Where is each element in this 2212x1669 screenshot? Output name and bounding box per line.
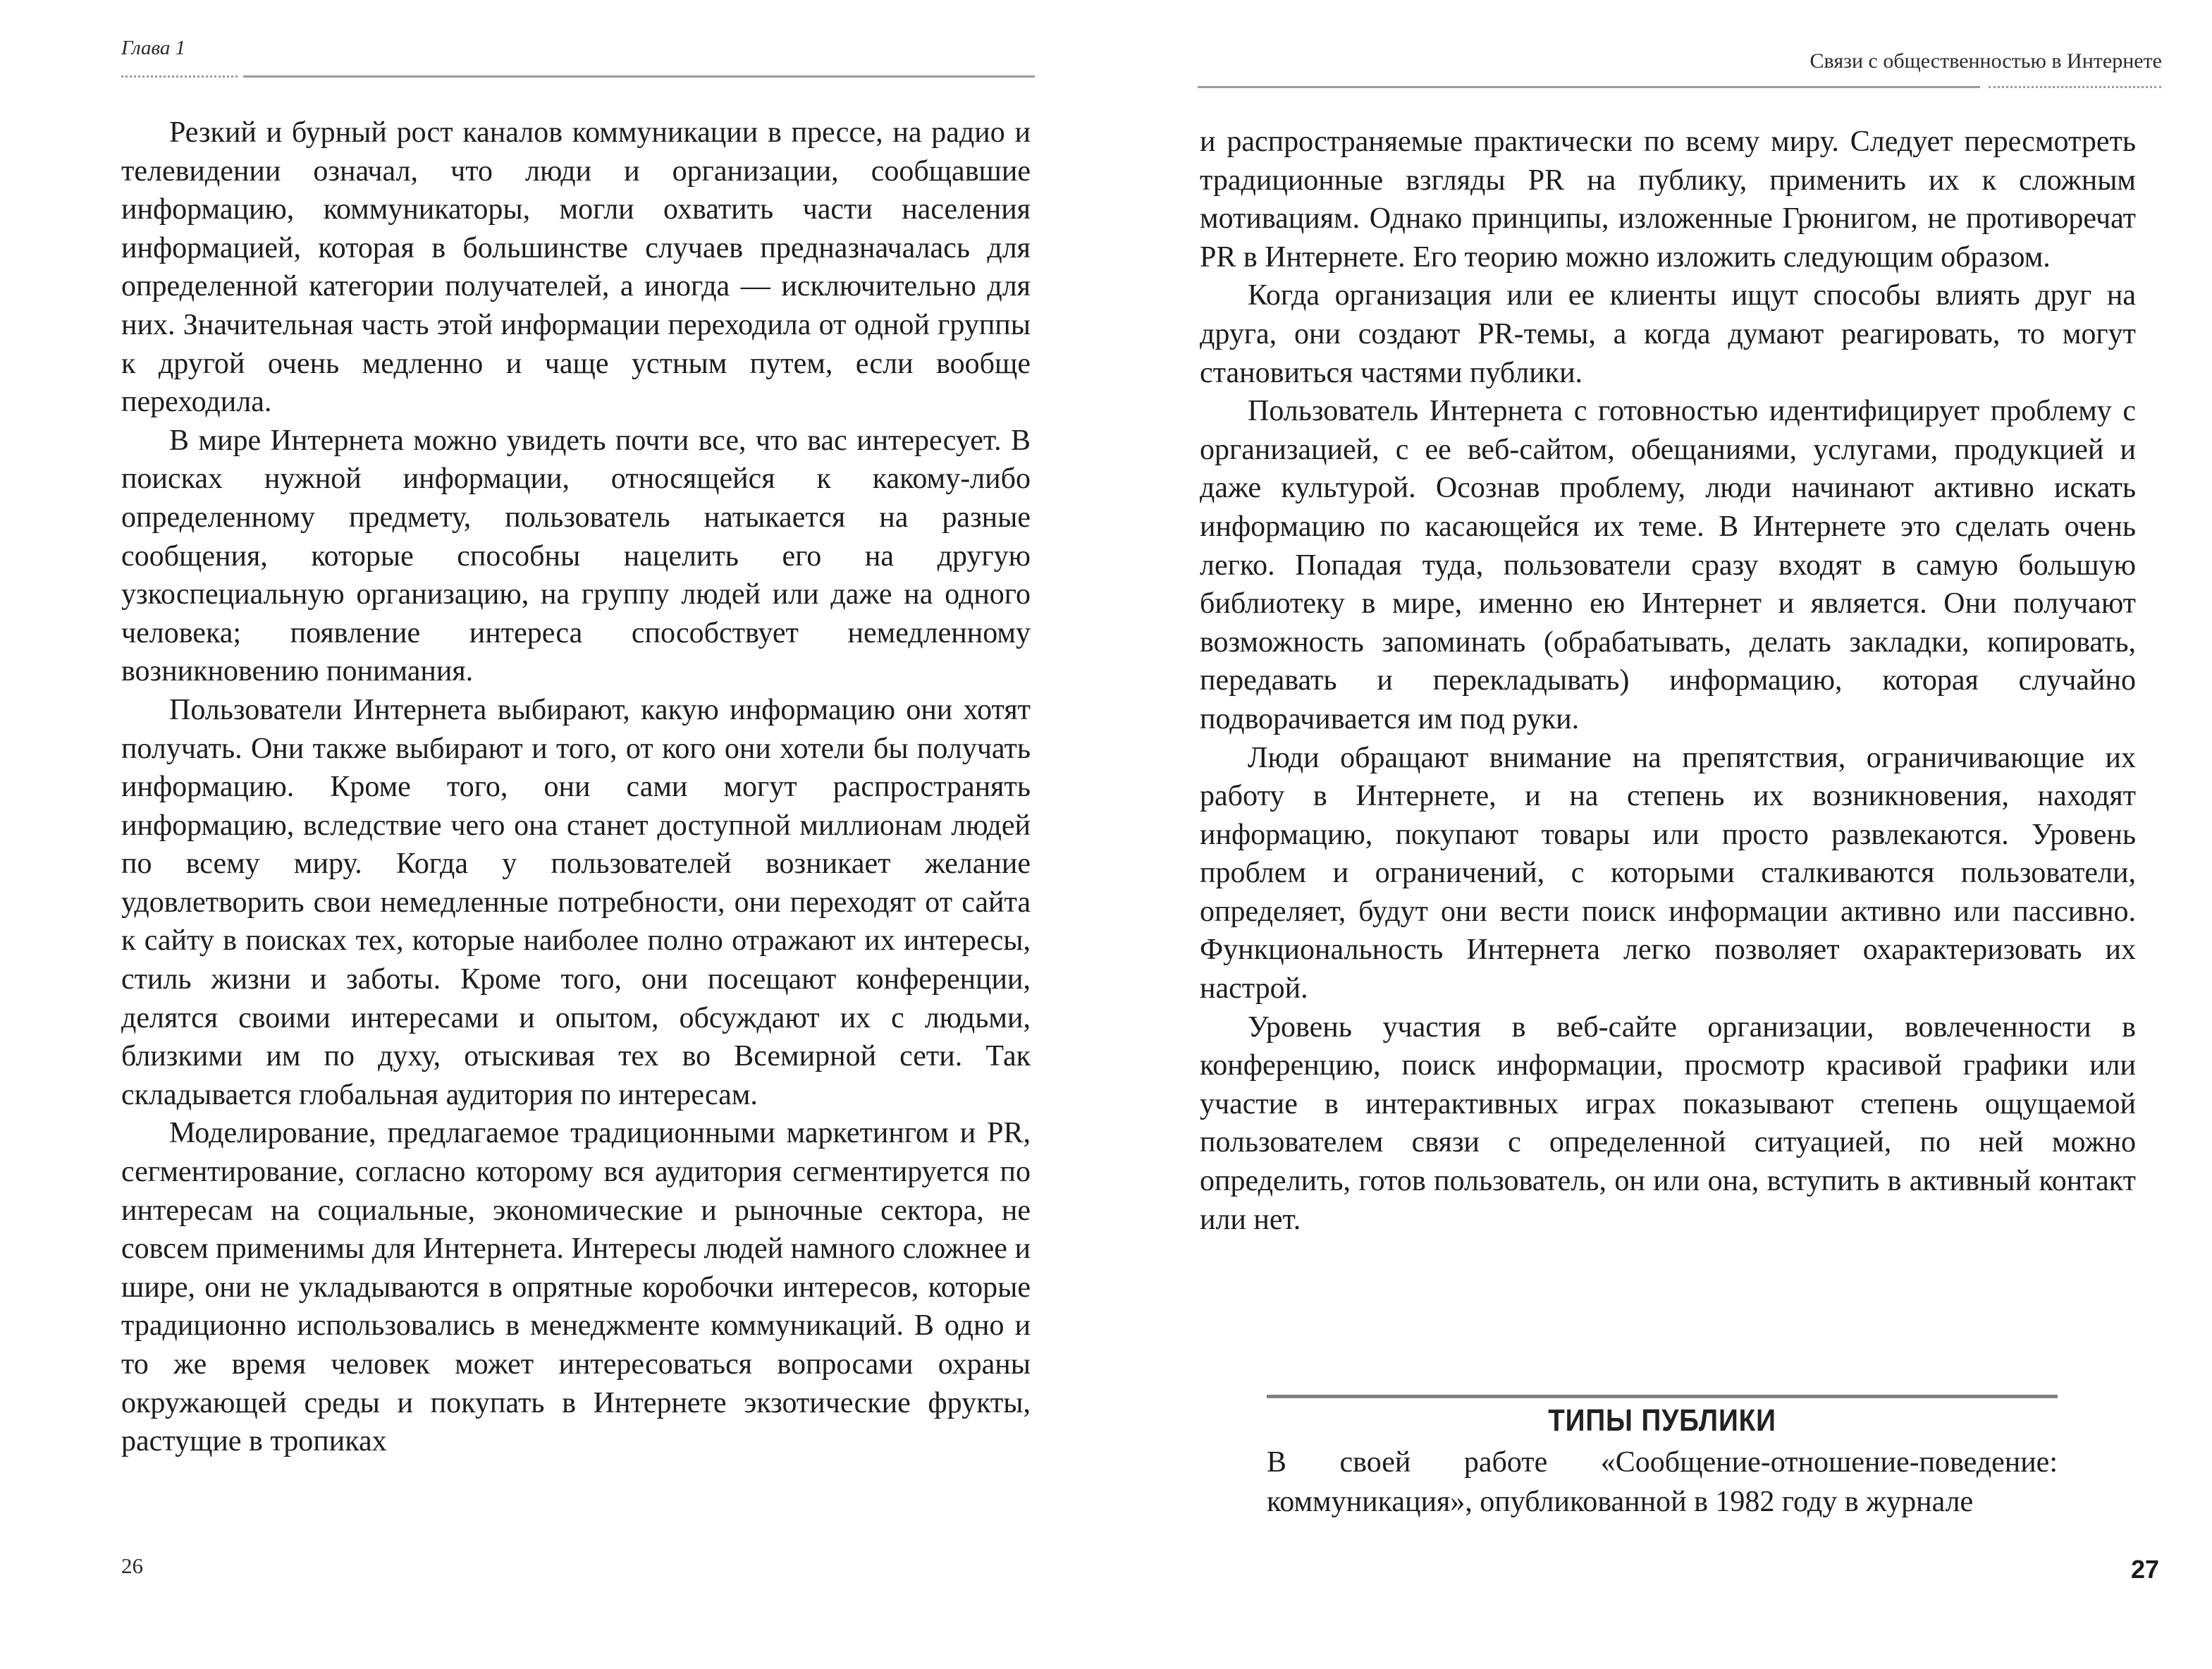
paragraph: Резкий и бурный рост каналов коммуникации в прессе, на радио и телевидении означал, что люди и организации, сообщавшие информацию, коммуникаторы, могли охватить части населения информацией, которая в большинстве случаев предназначалась для определенной категории получателей, а иногда — исключительно для них. Значительная часть этой информации переходила от одной группы к другой очень медленно и чаще устным путем, если вообще переходила. xyxy=(121,116,1031,419)
paragraph: Уровень участия в веб-сайте организации, вовлеченности в конференцию, поиск информации, просмотр красивой графики или участие в интерактивных играх показывают степень ощущаемой пользователем связи с определенной ситуацией, по ней можно определить, готов пользователь, он или она, вступить в активный контакт или нет. xyxy=(1200,1010,2136,1236)
left-text-column xyxy=(121,114,1031,1461)
header-dotted-rule xyxy=(1989,86,2161,88)
paragraph: В мире Интернета можно увидеть почти все, что вас интересует. В поисках нужной информации, относящейся к какому-либо определенному предмету, пользователь натыкается на разные сообщения, которые способны нацелить его на другую узкоспециальную организацию, на группу людей или даже на одного человека; появление интереса способствует немедленному возникновению понимания. xyxy=(121,424,1031,688)
paragraph: Когда организация или ее клиенты ищут способы влиять друг на друга, они создают PR-темы, а когда думают реагировать, то могут становиться частями публики. xyxy=(1200,279,2136,389)
header-rule xyxy=(1198,86,1980,88)
right-page xyxy=(1106,0,2212,1669)
paragraph: Моделирование, предлагаемое традиционными маркетингом и PR, сегментирование, согласно которому вся аудитория сегментируется по интересам на социальные, экономические и рыночные сектора, не совсем применимы для Интернета. Интересы людей намного сложнее и шире, они не укладываются в опрятные коробочки интересов, которые традиционно использовались в менеджменте коммуникаций. В одно и то же время человек может интересоваться вопросами охраны окружающей среды и покупать в Интернете экзотические фрукты, растущие в тропиках xyxy=(121,1117,1031,1458)
section-heading: ТИПЫ ПУБЛИКИ xyxy=(1548,1403,1776,1438)
section-text xyxy=(1267,1443,2058,1522)
paragraph: Пользователи Интернета выбирают, какую информацию они хотят получать. Они также выбирают и того, от кого они хотели бы получать информацию. Кроме того, они сами могут распространять информацию, вследствие чего она станет доступной миллионам людей по всему миру. Когда у пользователей возникает желание удовлетворить свои немедленные потребности, они переходят от сайта к сайту в поисках тех, которые наиболее полно отражают их интересы, стиль жизни и заботы. Кроме того, они посещают конференции, делятся своими интересами и опытом, обсуждают их с людьми, близкими им по духу, отыскивая тех во Всемирной сети. Так складывается глобальная аудитория по интересам. xyxy=(121,693,1031,1111)
header-rule xyxy=(243,75,1035,78)
paragraph: Пользователь Интернета с готовностью идентифицирует проблему с организацией, с ее веб-сайтом, обещаниями, услугами, продукцией и даже культурой. Осознав проблему, люди начинают активно искать информацию по касающейся их теме. В Интернете это сделать очень легко. Попадая туда, пользователи сразу входят в самую большую библиотеку в мире, именно ею Интернет и является. Они получают возможность запоминать (обрабатывать, делать закладки, копировать, передавать и перекладывать) информацию, которая случайно подворачивается им под руки. xyxy=(1200,395,2136,735)
paragraph: Люди обращают внимание на препятствия, ограничивающие их работу в Интернете, и на степень их возникновения, находят информацию, покупают товары или просто развлекаются. Уровень проблем и ограничений, с которыми сталкиваются пользователи, определяет, будут они вести поиск информации активно или пассивно. Функциональность Интернета легко позволяет охарактеризовать их настрой. xyxy=(1200,741,2136,1005)
right-text-column xyxy=(1200,123,2136,1239)
running-header-left: Глава 1 xyxy=(121,37,186,59)
page-number: 26 xyxy=(121,1553,143,1578)
paragraph: и распространяемые практически по всему миру. Следует пересмотреть традиционные взгляды PR на публику, применить их к сложным мотивациям. Однако принципы, изложенные Грюнигом, не противоречат PR в Интернете. Его теорию можно изложить следующим образом. xyxy=(1200,126,2136,274)
paragraph: В своей работе «Сообщение-отношение-поведение: коммуникация», опубликованной в 1982 году в журнале xyxy=(1267,1446,2058,1518)
page-number: 27 xyxy=(2130,1555,2159,1584)
section-rule xyxy=(1267,1395,2058,1398)
header-dotted-rule xyxy=(121,75,238,78)
running-header-right: Связи с общественностью в Интернете xyxy=(1809,49,2162,73)
